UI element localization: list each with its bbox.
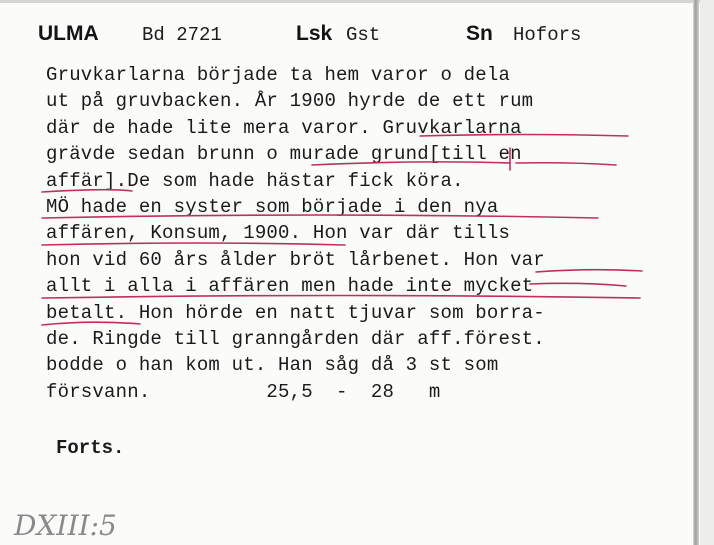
sn-label: Sn [466,22,493,45]
body-line: affären, Konsum, 1900. Hon var där tills [46,222,511,245]
card-top-edge [0,0,714,3]
handwritten-catalog-code: DXIII:5 [14,509,117,542]
sn-value: Hofors [513,24,582,46]
body-line: betalt. Hon hörde en natt tjuvar som borra- [46,301,545,324]
lsk-value: Gst [346,24,381,46]
body-line: försvann. 25,5 - 28 m [46,380,441,403]
card-header [38,22,678,52]
body-line: hon vid 60 års ålder bröt lårbenet. Hon var [46,248,545,271]
bd-number: Bd 2721 [142,24,222,46]
body-line: bodde o han kom ut. Han såg då 3 st som [46,354,499,377]
body-line: grävde sedan brunn o murade grund[till en [46,143,522,166]
body-line: de. Ringde till granngården där aff.förest. [46,327,545,350]
continued-label: Forts. [56,437,125,459]
card-right-margin [700,0,714,545]
card-right-edge [693,0,699,545]
place-name: ULMA [38,22,99,45]
body-line: Gruvkarlarna började ta hem varor o dela [46,64,511,86]
body-line: där de hade lite mera varor. Gruvkarlarna [46,116,522,139]
lsk-label: Lsk [296,22,333,45]
body-line: ut på gruvbacken. År 1900 hyrde de ett rum [46,90,534,113]
body-line: affär].De som hade hästar fick köra. [46,169,464,192]
typed-body [46,62,666,405]
body-line: allt i alla i affären men hade inte mycket [46,275,534,298]
body-line: MÖ hade en syster som började i den nya [46,195,499,218]
